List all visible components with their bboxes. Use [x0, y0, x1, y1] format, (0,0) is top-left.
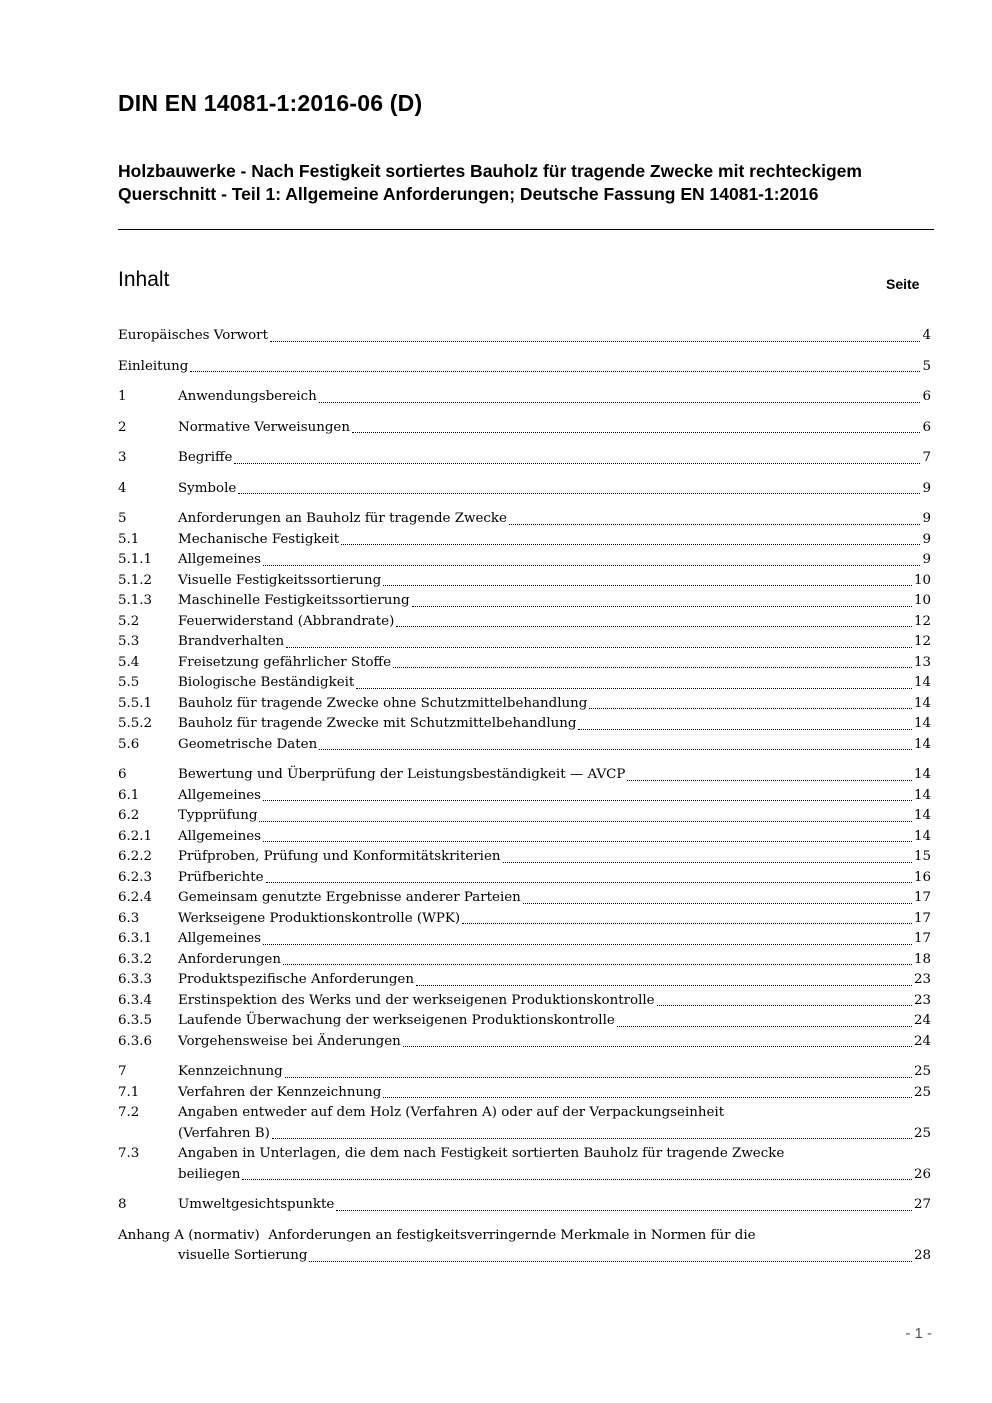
toc-entry-page: 15	[913, 849, 931, 864]
toc-entry-number: 6.3.3	[118, 972, 153, 987]
toc-entry[interactable]	[118, 888, 931, 909]
toc-entry-page: 17	[913, 890, 931, 905]
toc-entry-page: 23	[913, 972, 931, 987]
toc-entry[interactable]	[118, 1144, 931, 1185]
dot-leader	[352, 432, 921, 433]
toc-entry-title: Anforderungen	[178, 951, 281, 967]
dot-leader	[578, 729, 912, 730]
toc-annex-label: Anhang A (normativ)	[118, 1227, 260, 1243]
toc-entry-number: 7.1	[118, 1084, 140, 1100]
dot-leader	[416, 985, 912, 986]
toc-entry-number: 5.5	[118, 675, 140, 690]
toc-entry-page: 27	[913, 1197, 931, 1212]
toc-entry-page: 17	[913, 931, 931, 946]
toc-entry-title: Geometrische Daten	[178, 736, 318, 752]
toc-entry[interactable]	[118, 1062, 931, 1083]
dot-leader	[286, 647, 912, 648]
table-of-contents	[118, 326, 931, 1267]
toc-entry-page: 9	[922, 511, 931, 526]
toc-entry-title: Laufende Überwachung der werkseigenen Produktionskontrolle	[178, 1013, 615, 1028]
dot-leader	[396, 626, 912, 627]
toc-entry-page: 25	[913, 1084, 931, 1100]
dot-leader	[341, 544, 920, 545]
toc-entry-page: 14	[913, 767, 931, 782]
toc-entry-number: 6.2.3	[118, 869, 153, 885]
toc-entry-number: 6.3.2	[118, 951, 153, 967]
toc-entry-page: 6	[922, 419, 931, 435]
toc-entry[interactable]	[118, 868, 931, 889]
dot-leader	[509, 524, 921, 525]
toc-entry-number: 5.1	[118, 531, 140, 547]
toc-entry-number: 7.3	[118, 1146, 140, 1161]
toc-entry-title: Bauholz für tragende Zwecke mit Schutzmittelbehandlung	[178, 716, 577, 731]
toc-entry[interactable]	[118, 550, 931, 571]
toc-entry-title: Anforderungen an Bauholz für tragende Zwecke	[178, 511, 507, 526]
toc-entry-number: 6.3.4	[118, 992, 153, 1008]
toc-entry[interactable]	[118, 1083, 931, 1104]
toc-entry-number: 5.1.3	[118, 593, 153, 608]
toc-entry[interactable]	[118, 448, 931, 469]
toc-entry-number: 4	[118, 480, 127, 496]
toc-entry-title: Einleitung	[118, 358, 189, 374]
toc-entry[interactable]	[118, 591, 931, 612]
title-divider	[118, 229, 934, 230]
toc-entry[interactable]	[118, 612, 931, 633]
dot-leader	[270, 341, 921, 342]
toc-entry-number: 6.1	[118, 787, 140, 803]
dot-leader	[589, 708, 912, 709]
toc-entry-title: Umweltgesichtspunkte	[178, 1197, 335, 1212]
toc-entry-page: 24	[913, 1033, 931, 1049]
toc-entry-number: 6.2	[118, 808, 140, 823]
toc-entry-page: 7	[922, 450, 931, 465]
toc-entry-page: 17	[913, 910, 931, 926]
toc-entry-page: 5	[922, 358, 931, 374]
dot-leader	[263, 841, 912, 842]
toc-entry[interactable]	[118, 827, 931, 848]
dot-leader	[259, 821, 912, 822]
toc-entry[interactable]	[118, 357, 931, 378]
toc-entry-number: 2	[118, 419, 127, 435]
dot-leader	[462, 923, 912, 924]
toc-entry-title: Biologische Beständigkeit	[178, 675, 355, 690]
toc-entry[interactable]	[118, 1011, 931, 1032]
toc-entry-page: 14	[913, 828, 931, 844]
toc-entry-title: Prüfberichte	[178, 869, 264, 885]
toc-entry-title: Europäisches Vorwort	[118, 328, 268, 343]
dot-leader	[285, 1077, 912, 1078]
toc-entry[interactable]	[118, 970, 931, 991]
toc-entry[interactable]	[118, 694, 931, 715]
toc-entry-title: Bauholz für tragende Zwecke ohne Schutzmittelbehandlung	[178, 695, 588, 711]
toc-entry-title: Allgemeines	[178, 787, 262, 803]
toc-heading: Inhalt	[118, 268, 170, 291]
toc-entry-page: 28	[913, 1248, 931, 1263]
toc-entry-page: 14	[913, 736, 931, 752]
toc-entry-page: 13	[913, 654, 931, 670]
toc-entry-number: 8	[118, 1197, 127, 1212]
toc-entry-number: 6.3.6	[118, 1033, 153, 1049]
dot-leader	[283, 964, 912, 965]
toc-entry-number: 6.2.2	[118, 849, 153, 864]
toc-entry[interactable]	[118, 950, 931, 971]
toc-entry[interactable]	[118, 909, 931, 930]
dot-leader	[272, 1138, 912, 1139]
dot-leader	[263, 565, 920, 566]
toc-entry-number: 1	[118, 389, 127, 404]
toc-entry-page: 14	[913, 675, 931, 690]
toc-entry-page: 9	[922, 531, 931, 547]
toc-entry-number: 6.3	[118, 910, 140, 926]
toc-entry-number: 7.2	[118, 1105, 140, 1120]
toc-entry[interactable]	[118, 509, 931, 530]
toc-entry[interactable]	[118, 530, 931, 551]
toc-entry-number: 5.3	[118, 634, 140, 649]
toc-entry-title: Allgemeines	[178, 552, 262, 567]
toc-entry-number: 5.5.1	[118, 695, 153, 711]
toc-entry-page: 9	[922, 552, 931, 567]
toc-entry-page: 9	[922, 480, 931, 496]
toc-entry[interactable]	[118, 1032, 931, 1053]
toc-entry[interactable]	[118, 714, 931, 735]
toc-entry-page: 12	[913, 634, 931, 649]
toc-entry-title: Brandverhalten	[178, 634, 285, 649]
dot-leader	[319, 749, 912, 750]
toc-entry-page: 14	[913, 716, 931, 731]
toc-entry-page: 10	[913, 593, 931, 608]
dot-leader	[242, 1179, 912, 1180]
toc-entry-title: Begriffe	[178, 450, 233, 465]
toc-entry-page: 25	[913, 1125, 931, 1141]
dot-leader	[657, 1005, 912, 1006]
dot-leader	[393, 667, 912, 668]
dot-leader	[263, 944, 912, 945]
toc-entry-title: Produktspezifische Anforderungen	[178, 972, 414, 987]
document-subtitle: Holzbauwerke - Nach Festigkeit sortiertes Bauholz für tragende Zwecke mit rechteckigem Querschnitt - Teil 1: Allgemeine Anforderungen; Deutsche Fassung EN 14081-1:2016	[118, 161, 862, 204]
dot-leader	[503, 862, 912, 863]
toc-entry[interactable]	[118, 632, 931, 653]
toc-entry-title: Maschinelle Festigkeitssortierung	[178, 593, 410, 608]
dot-leader	[309, 1261, 911, 1262]
toc-entry-title: (Verfahren B)	[178, 1125, 270, 1141]
toc-entry-page: 24	[913, 1013, 931, 1028]
toc-entry[interactable]	[118, 673, 931, 694]
toc-entry-title: Allgemeines	[178, 931, 262, 946]
toc-entry-number: 5.2	[118, 613, 140, 629]
toc-entry-page: 25	[913, 1064, 931, 1079]
toc-entry-page: 16	[913, 869, 931, 885]
toc-entry-number: 5.1.1	[118, 552, 153, 567]
dot-leader	[412, 606, 912, 607]
toc-entry-title: Kennzeichnung	[178, 1064, 283, 1079]
toc-entry-page: 18	[913, 951, 931, 967]
dot-leader	[627, 780, 912, 781]
toc-entry-number: 5.5.2	[118, 716, 153, 731]
dot-leader	[523, 903, 912, 904]
toc-entry-title: Anwendungsbereich	[178, 389, 317, 404]
page-column-label: Seite	[886, 276, 920, 292]
toc-entry-number: 6.2.1	[118, 828, 153, 844]
toc-entry[interactable]	[118, 765, 931, 786]
toc-entry[interactable]	[118, 929, 931, 950]
dot-leader	[403, 1046, 912, 1047]
toc-entry-page: 12	[913, 613, 931, 629]
toc-entry-number: 5.4	[118, 654, 140, 670]
toc-entry-page: 14	[913, 695, 931, 711]
toc-entry-title: Bewertung und Überprüfung der Leistungsbeständigkeit — AVCP	[178, 767, 626, 782]
toc-entry-page: 10	[913, 572, 931, 588]
toc-entry-number: 6.3.5	[118, 1013, 153, 1028]
toc-entry[interactable]	[118, 1195, 931, 1216]
dot-leader	[234, 463, 920, 464]
dot-leader	[356, 688, 912, 689]
toc-entry-page: 4	[922, 328, 931, 343]
toc-entry-title: Gemeinsam genutzte Ergebnisse anderer Parteien	[178, 890, 521, 905]
toc-entry-number: 3	[118, 450, 127, 465]
toc-entry-title: Freisetzung gefährlicher Stoffe	[178, 654, 391, 670]
toc-entry-number: 6.2.4	[118, 890, 153, 905]
toc-entry-title: Feuerwiderstand (Abbrandrate)	[178, 613, 395, 629]
toc-entry-page: 14	[913, 787, 931, 803]
toc-entry-title: visuelle Sortierung	[178, 1248, 308, 1263]
toc-entry-title: Allgemeines	[178, 828, 262, 844]
toc-entry-page: 23	[913, 992, 931, 1008]
toc-entry[interactable]	[118, 653, 931, 674]
toc-entry-page: 6	[922, 389, 931, 404]
toc-entry-title: Angaben in Unterlagen, die dem nach Festigkeit sortierten Bauholz für tragende Zwecke	[178, 1146, 785, 1161]
toc-entry-title: Normative Verweisungen	[178, 419, 350, 435]
toc-entry-title: Angaben entweder auf dem Holz (Verfahren A) oder auf der Verpackungseinheit	[178, 1105, 725, 1120]
toc-entry-number: 7	[118, 1064, 127, 1079]
toc-entry-title: Symbole	[178, 480, 237, 496]
toc-entry[interactable]	[118, 479, 931, 500]
toc-entry[interactable]	[118, 735, 931, 756]
toc-entry-title: beiliegen	[178, 1166, 241, 1182]
toc-entry[interactable]	[118, 418, 931, 439]
dot-leader	[238, 493, 920, 494]
toc-entry-number: 5.6	[118, 736, 140, 752]
toc-entry-page: 14	[913, 808, 931, 823]
toc-entry-title: Verfahren der Kennzeichnung	[178, 1084, 382, 1100]
dot-leader	[319, 402, 921, 403]
toc-entry[interactable]	[118, 786, 931, 807]
toc-entry-title: Werkseigene Produktionskontrolle (WPK)	[178, 910, 461, 926]
toc-entry-title: Typprüfung	[178, 808, 258, 823]
toc-entry[interactable]	[118, 847, 931, 868]
toc-entry[interactable]	[118, 326, 931, 347]
toc-entry-number: 5	[118, 511, 127, 526]
toc-entry-page: 26	[913, 1166, 931, 1182]
dot-leader	[383, 1097, 912, 1098]
dot-leader	[266, 882, 912, 883]
dot-leader	[190, 371, 920, 372]
toc-entry-number: 6.3.1	[118, 931, 153, 946]
toc-entry-title: Prüfproben, Prüfung und Konformitätskriterien	[178, 849, 501, 864]
toc-entry[interactable]	[118, 806, 931, 827]
toc-entry[interactable]	[118, 1103, 931, 1144]
dot-leader	[263, 800, 912, 801]
toc-entry[interactable]	[118, 991, 931, 1012]
toc-entry-title: Vorgehensweise bei Änderungen	[178, 1033, 401, 1049]
dot-leader	[336, 1210, 912, 1211]
toc-entry-title: Anforderungen an festigkeitsverringernde Merkmale in Normen für die	[268, 1227, 756, 1243]
document-title: DIN EN 14081-1:2016-06 (D)	[118, 90, 423, 116]
toc-entry[interactable]	[118, 387, 931, 408]
toc-entry-number: 6	[118, 767, 127, 782]
toc-entry[interactable]	[118, 1226, 931, 1267]
dot-leader	[383, 585, 912, 586]
toc-entry-title: Mechanische Festigkeit	[178, 531, 340, 547]
toc-entry-title: Erstinspektion des Werks und der werkseigenen Produktionskontrolle	[178, 992, 655, 1008]
dot-leader	[617, 1026, 912, 1027]
toc-entry-number: 5.1.2	[118, 572, 153, 588]
toc-entry-title: Visuelle Festigkeitssortierung	[178, 572, 382, 588]
toc-entry[interactable]	[118, 571, 931, 592]
page-number-footer: - 1 -	[905, 1325, 932, 1342]
